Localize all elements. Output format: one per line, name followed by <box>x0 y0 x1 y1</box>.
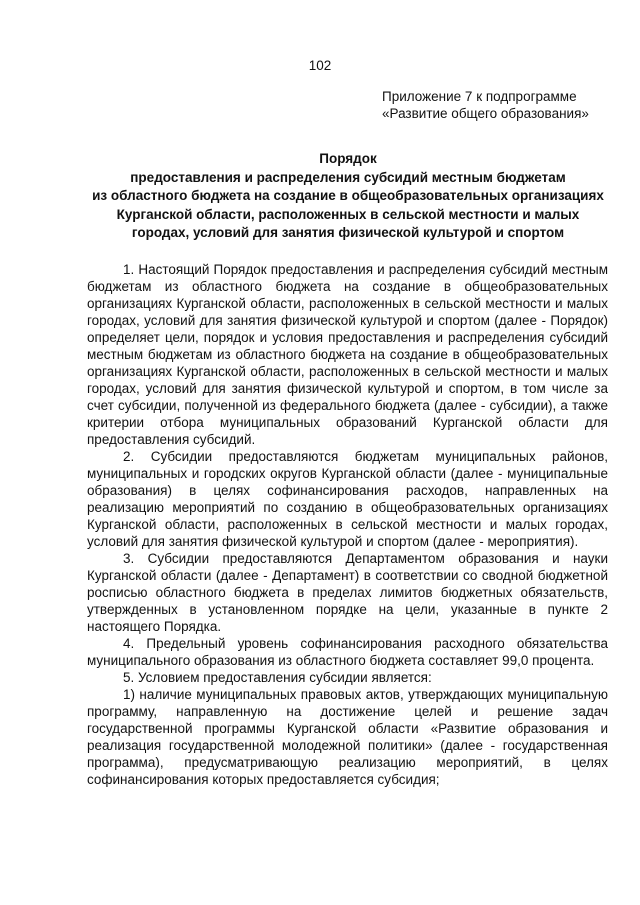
page-number: 102 <box>308 58 332 73</box>
title-line-3: из областного бюджета на создание в общеобразовательных организациях <box>92 188 604 203</box>
title-line-4: Курганской области, расположенных в сельской местности и малых <box>116 206 580 222</box>
paragraph-1: 1. Настоящий Порядок предоставления и распределения субсидий местным бюджетам из областного бюджета на создание в общеобразовательных организациях Курганской области, расположенных в сельской местности и малых городах, условий для занятия физической культурой и спортом (далее - Порядок) определяет цели, порядок и условия предоставления и распределения субсидий местным бюджетам из областного бюджета на создание в общеобразовательных организациях Курганской области, расположенных в сельской местности и малых городах, условий для занятия физической культурой и спортом, в том числе за счет субсидии, полученной из федерального бюджета (далее - субсидии), а также критерии отбора муниципальных образований Курганской области для предоставления субсидий. <box>87 262 608 447</box>
paragraph-4: 4. Предельный уровень софинансирования расходного обязательства муниципального образования из областного бюджета составляет 99,0 процента. <box>87 636 608 668</box>
paragraph-3: 3. Субсидии предоставляются Департаментом образования и науки Курганской области (далее - Департамент) в соответствии со сводной бюджетной росписью областного бюджета в пределах лимитов бюджетных обязательств, утвержденных в установленном порядке на цели, указанные в пункте 2 настоящего Порядка. <box>87 551 608 634</box>
appendix-line-2: «Развитие общего образования» <box>382 106 589 121</box>
title-line-2: предоставления и распределения субсидий местным бюджетам <box>130 169 566 185</box>
document-body <box>87 261 608 788</box>
title-line-1: Порядок <box>319 151 377 166</box>
paragraph-5-item-1: 1) наличие муниципальных правовых актов, утверждающих муниципальную программу, направленную на достижение целей и решение задач государственной программы Курганской области «Развитие образования и реализация государственной молодежной политики» (далее - государственная программа), предусматривающую реализацию мероприятий, в целях софинансирования которых предоставляется субсидия; <box>87 687 608 787</box>
paragraph-5: 5. Условием предоставления субсидии является: <box>123 670 432 685</box>
title-line-5: городах, условий для занятия физической культурой и спортом <box>131 225 565 240</box>
paragraph-2: 2. Субсидии предоставляются бюджетам муниципальных районов, муниципальных и городских округов Курганской области (далее - муниципальные образования) в целях софинансирования расходов, направленных на реализацию мероприятий по созданию в общеобразовательных организациях Курганской области, расположенных в сельской местности и малых городах, условий для занятия физической культурой и спортом (далее - мероприятия). <box>87 449 608 549</box>
appendix-reference <box>382 88 589 122</box>
document-title <box>88 150 608 243</box>
appendix-line-1: Приложение 7 к подпрограмме <box>382 89 577 104</box>
